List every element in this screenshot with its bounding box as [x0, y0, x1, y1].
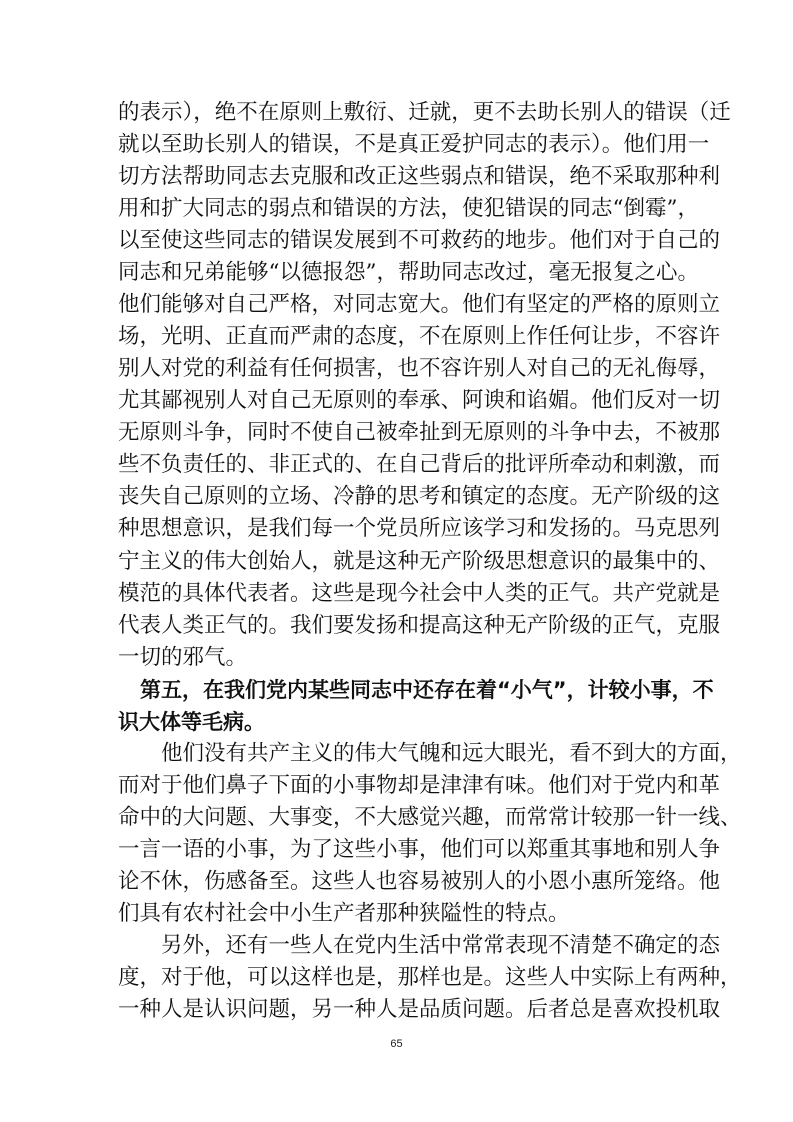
- section-heading: 第五，在我们党内某些同志中还存在着“小气”，计较小事，不: [140, 678, 714, 702]
- body-text-line: 别人对党的利益有任何损害，也不容许别人对自己的无礼侮辱，: [118, 356, 721, 381]
- body-text-line: 模范的具体代表者。这些是现今社会中人类的正气。共产党就是: [118, 581, 721, 606]
- body-text-line: 就以至助长别人的错误，不是真正爱护同志的表示）。他们用一: [118, 132, 710, 157]
- body-text-line: 命中的大问题、大事变，不大感觉兴趣，而常常计较那一针一线、: [118, 805, 742, 830]
- body-text-line: 另外，还有一些人在党内生活中常常表现不清楚不确定的态: [161, 933, 721, 958]
- body-text-line: 以至使这些同志的错误发展到不可救药的地步。他们对于自己的: [118, 228, 721, 253]
- body-text-line: 他们没有共产主义的伟大气魄和远大眼光，看不到大的方面，: [161, 741, 742, 766]
- body-text-line: 他们能够对自己严格，对同志宽大。他们有坚定的严格的原则立: [118, 292, 721, 317]
- body-text-line: 些不负责任的、非正式的、在自己背后的批评所牵动和刺激，而: [118, 452, 721, 477]
- body-text-line: 同志和兄弟能够“以德报怨”，帮助同志改过，毫无报复之心。: [118, 260, 699, 285]
- body-text-line: 而对于他们鼻子下面的小事物却是津津有味。他们对于党内和革: [118, 773, 721, 798]
- body-text-line: 们具有农村社会中小生产者那种狭隘性的特点。: [118, 901, 570, 926]
- body-text-line: 的表示），绝不在原则上敷衍、迁就，更不去助长别人的错误（迁: [118, 100, 731, 125]
- body-text-line: 无原则斗争，同时不使自己被牵扯到无原则的斗争中去，不被那: [118, 420, 721, 445]
- body-text-line: 种思想意识，是我们每一个党员所应该学习和发扬的。马克思列: [118, 516, 721, 541]
- body-text-line: 代表人类正气的。我们要发扬和提高这种无产阶级的正气，克服: [118, 613, 721, 638]
- body-text-line: 一切的邪气。: [118, 645, 248, 670]
- body-text-line: 丧失自己原则的立场、冷静的思考和镇定的态度。无产阶级的这: [118, 484, 721, 509]
- body-text-line: 论不休，伤感备至。这些人也容易被别人的小恩小惠所笼络。他: [118, 869, 721, 894]
- page-number: 65: [390, 1038, 403, 1050]
- body-text-line: 用和扩大同志的弱点和错误的方法，使犯错误的同志“倒霉”，: [118, 196, 699, 221]
- body-text-line: 一种人是认识问题，另一种人是品质问题。后者总是喜欢投机取: [118, 997, 721, 1022]
- body-text-line: 宁主义的伟大创始人，就是这种无产阶级思想意识的最集中的、: [118, 549, 721, 574]
- section-heading: 识大体等毛病。: [118, 710, 265, 734]
- body-text-line: 尤其鄙视别人对自己无原则的奉承、阿谀和谄媚。他们反对一切: [118, 388, 721, 413]
- body-text-line: 度，对于他，可以这样也是，那样也是。这些人中实际上有两种，: [118, 965, 742, 990]
- body-text-line: 切方法帮助同志去克服和改正这些弱点和错误，绝不采取那种利: [118, 164, 721, 189]
- body-text-line: 一言一语的小事，为了这些小事，他们可以郑重其事地和别人争: [118, 837, 721, 862]
- body-text-line: 场，光明、正直而严肃的态度，不在原则上作任何让步，不容许: [118, 324, 721, 349]
